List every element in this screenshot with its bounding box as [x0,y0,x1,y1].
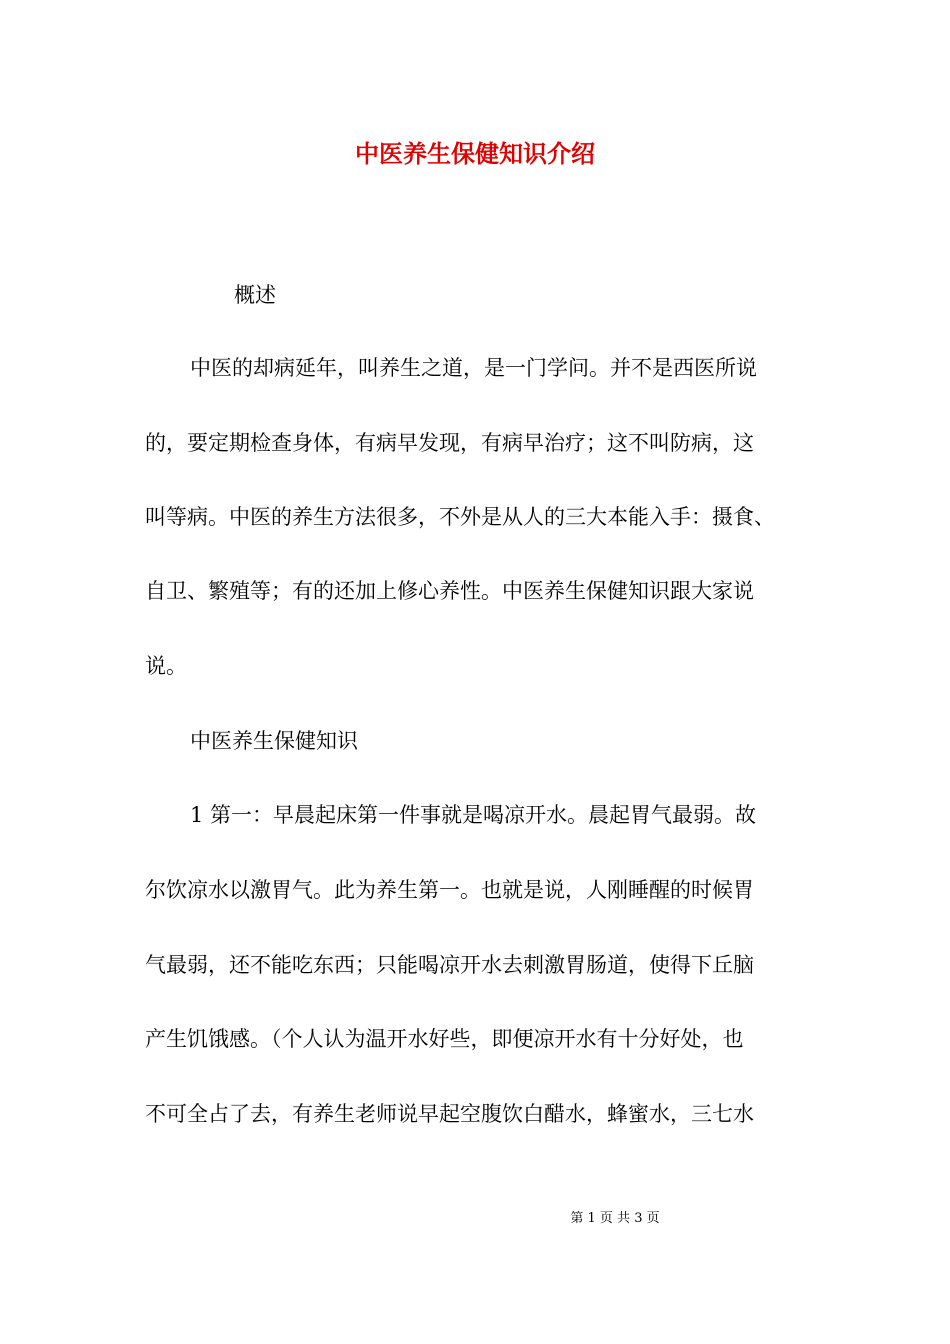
heading-knowledge: 中医养生保健知识 [190,729,358,753]
paragraph2-line-4: 产生饥饿感。（个人认为温开水好些，即便凉开水有十分好处，也 [145,1027,744,1051]
heading-overview: 概述 [234,283,276,307]
page-number-footer: 第 1 页 共 3 页 [570,1211,660,1226]
paragraph1-line-3: 叫等病。中医的养生方法很多，不外是从人的三大本能入手：摄食、 [145,505,775,529]
paragraph2-line-1: 1 第一：早晨起床第一件事就是喝凉开水。晨起胃气最弱。故 [190,803,757,827]
paragraph2-line-2: 尔饮凉水以激胃气。此为养生第一。也就是说，人刚睡醒的时候胃 [145,878,754,902]
paragraph2-line-5: 不可全占了去，有养生老师说早起空腹饮白醋水，蜂蜜水，三七水 [145,1102,754,1126]
paragraph1-line-4: 自卫、繁殖等；有的还加上修心养性。中医养生保健知识跟大家说 [145,579,754,603]
paragraph1-line-5: 说。 [145,654,187,678]
document-title: 中医养生保健知识介绍 [355,139,595,168]
paragraph2-line-3: 气最弱，还不能吃东西；只能喝凉开水去刺激胃肠道，使得下丘脑 [145,953,754,977]
paragraph1-line-2: 的，要定期检查身体，有病早发现，有病早治疗；这不叫防病，这 [145,431,754,455]
paragraph1-line-1: 中医的却病延年，叫养生之道，是一门学问。并不是西医所说 [190,356,757,380]
